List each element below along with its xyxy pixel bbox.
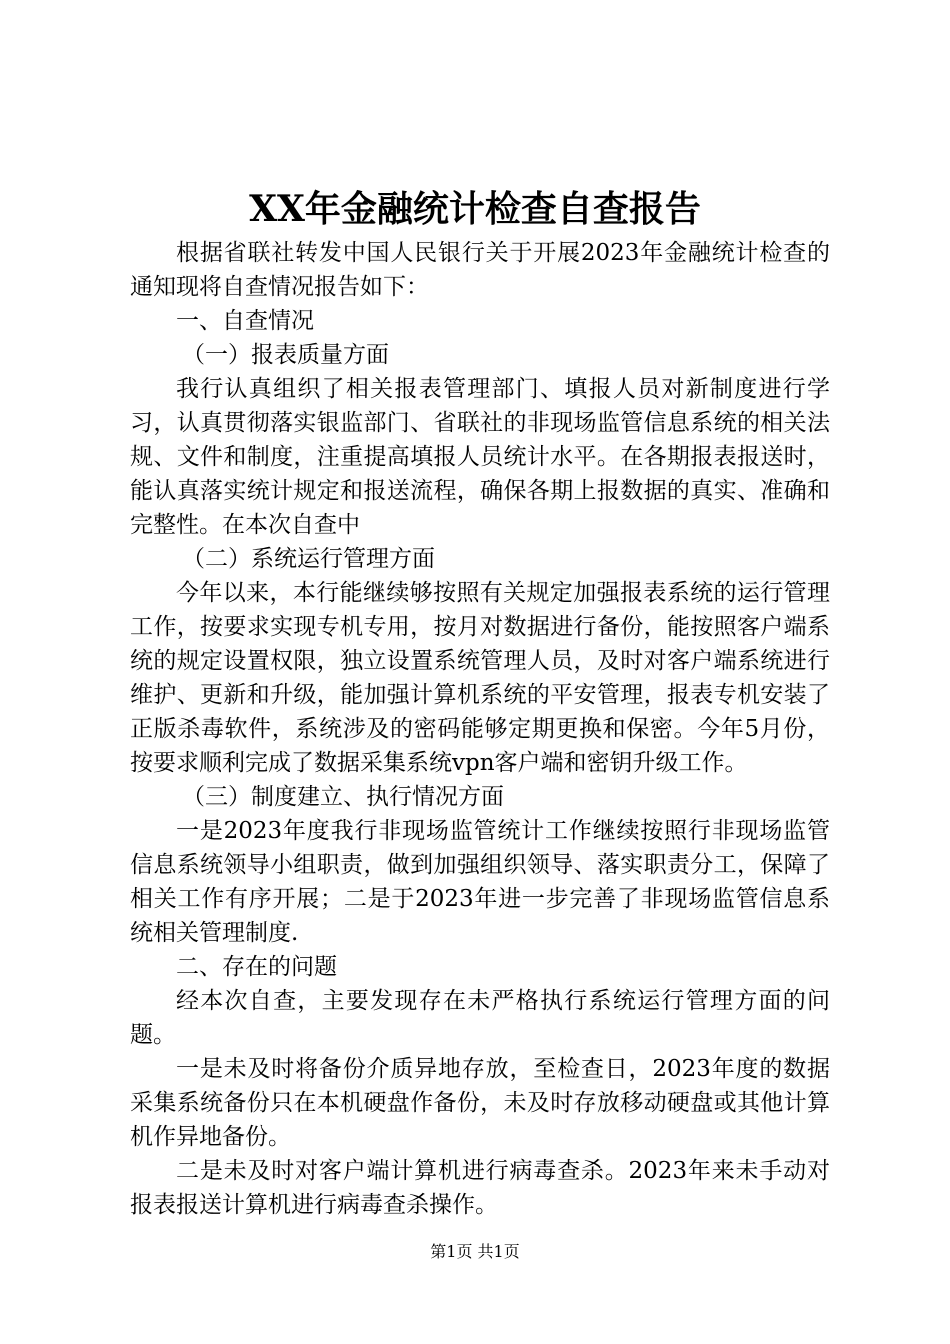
document-title: XX年金融统计检查自查报告 xyxy=(249,188,701,230)
section-heading-problems: 二、存在的问题 xyxy=(176,954,337,980)
subsection-heading-report-quality: （一）报表质量方面 xyxy=(182,342,389,368)
paragraph-problems-summary: 经本次自查，主要发现存在未严格执行系统运行管理方面的问题。 xyxy=(130,988,830,1048)
subsection-heading-system-rules: （三）制度建立、执行情况方面 xyxy=(182,784,504,810)
document-body xyxy=(130,236,830,1222)
paragraph-system-operation: 今年以来，本行能继续够按照有关规定加强报表系统的运行管理工作，按要求实现专机专用，按月对数据进行备份，能按照客户端系统的规定设置权限，独立设置系统管理人员，及时对客户端系统进行维护、更新和升级，能加强计算机系统的平安管理，报表专机安装了正版杀毒软件，系统涉及的密码能够定期更换和保密。今年5月份，按要求顺利完成了数据采集系统vpn客户端和密钥升级工作。 xyxy=(130,580,830,776)
paragraph-intro: 根据省联社转发中国人民银行关于开展2023年金融统计检查的通知现将自查情况报告如下： xyxy=(130,240,830,300)
paragraph-report-quality: 我行认真组织了相关报表管理部门、填报人员对新制度进行学习，认真贯彻落实银监部门、省联社的非现场监管信息系统的相关法规、文件和制度，注重提高填报人员统计水平。在各期报表报送时，能认真落实统计规定和报送流程，确保各期上报数据的真实、准确和完整性。在本次自查中 xyxy=(130,376,830,538)
paragraph-problem-backup: 一是未及时将备份介质异地存放，至检查日，2023年度的数据采集系统备份只在本机硬盘作备份，未及时存放移动硬盘或其他计算机作异地备份。 xyxy=(130,1056,830,1150)
paragraph-problem-antivirus: 二是未及时对客户端计算机进行病毒查杀。2023年来未手动对报表报送计算机进行病毒查杀操作。 xyxy=(130,1158,830,1218)
subsection-heading-system-operation: （二）系统运行管理方面 xyxy=(182,546,435,572)
section-heading-self-inspection: 一、自查情况 xyxy=(176,308,314,334)
paragraph-system-rules: 一是2023年度我行非现场监管统计工作继续按照行非现场监管信息系统领导小组职责，做到加强组织领导、落实职责分工，保障了相关工作有序开展；二是于2023年进一步完善了非现场监管信息系统相关管理制度. xyxy=(130,818,830,946)
page-footer: 第1页 共1页 xyxy=(430,1242,520,1261)
